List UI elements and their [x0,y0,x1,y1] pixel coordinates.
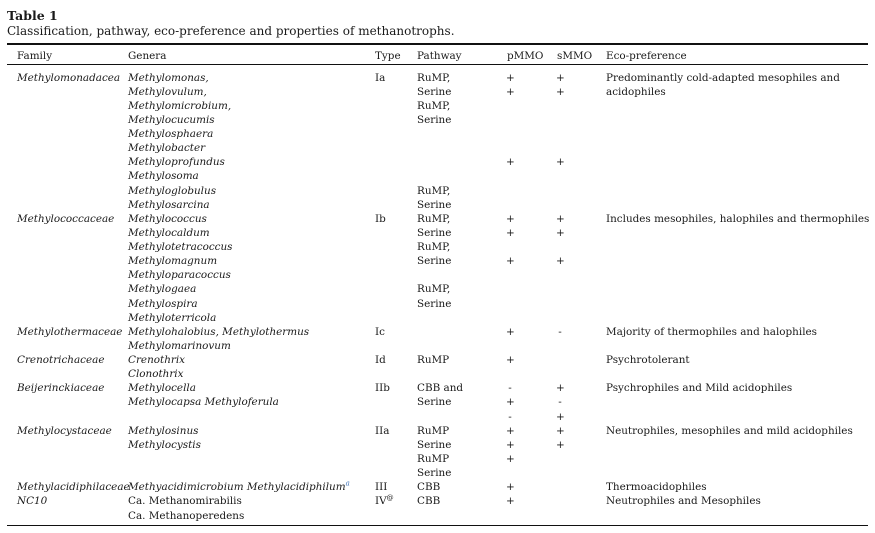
cell-genera: Methylotetracoccus [128,241,233,254]
header-pmmo: pMMO [507,50,544,62]
cell-family: Methylacidiphilaceae [17,481,130,494]
cell-pathway: Serine [417,467,452,480]
cell-type: III [375,481,388,494]
cell-pathway: Serine [417,255,452,268]
cell-type: Ia [375,71,386,84]
header-genera: Genera [128,50,167,62]
cell-pathway: RuMP [417,354,450,367]
cell-smmo: + [556,410,565,423]
cell-pmmo: + [506,71,515,84]
cell-genera: Methyacidimicrobium Methylacidiphilum$^a$ [128,479,350,494]
cell-pathway: Serine [417,438,452,451]
cell-eco: Predominantly cold-adapted mesophiles and [606,71,840,84]
header-eco-preference: Eco-preference [606,50,687,62]
cell-genera: Methyloprofundus [128,156,225,169]
cell-pathway: RuMP, [417,71,451,84]
cell-family: NC10 [17,495,48,508]
cell-pmmo: + [506,255,515,268]
cell-genera: Methylomonas, [128,71,209,84]
cell-eco: Neutrophiles and Mesophiles [606,495,761,508]
cell-pmmo: + [506,424,515,437]
cell-pmmo: + [506,85,515,98]
cell-genera: Methyloparacoccus [128,269,231,282]
cell-genera: Methylogaea [128,283,197,296]
cell-genera: Methylovulum, [128,85,207,98]
cell-eco: Psychrotolerant [606,354,690,367]
cell-smmo: + [556,424,565,437]
cell-genera: Methylosoma [128,170,199,183]
header-family: Family [17,50,53,62]
cell-pmmo: + [506,495,515,508]
cell-pathway: Serine [417,113,452,126]
cell-type: Ib [375,212,386,225]
cell-pmmo: + [506,156,515,169]
cell-genera: Methyloterricola [128,311,217,324]
cell-eco: Majority of thermophiles and halophiles [606,325,817,338]
cell-genera: Methylohalobius, Methylothermus [128,325,310,338]
cell-genera: Methylobacter [128,142,206,155]
cell-pathway: CBB and [417,382,464,395]
cell-genera: Ca. Methanoperedens [128,509,245,522]
header-pathway: Pathway [417,50,462,62]
cell-genera: Methylospira [128,297,198,310]
cell-pathway: Serine [417,198,452,211]
cell-genera: Methylomarinovum [128,339,231,352]
cell-eco: acidophiles [606,85,666,98]
cell-pmmo: + [506,481,515,494]
cell-genera: Methylocucumis [128,113,215,126]
cell-pathway: Serine [417,396,452,409]
cell-pmmo: + [506,453,515,465]
cell-smmo: + [556,71,565,84]
cell-eco: Psychrophiles and Mild acidophiles [606,382,793,395]
cell-genera: Methylomicrobium, [128,99,232,112]
cell-type: IIa [375,424,390,437]
cell-family: Methylocystaceae [17,424,112,437]
footnote-marker[interactable]: a [345,479,350,488]
cell-type: Ic [375,325,385,338]
cell-genera: Methylosarcina [128,198,210,211]
cell-pmmo: + [506,396,515,409]
cell-pathway: Serine [417,226,452,239]
bottom-rule [7,525,868,526]
table-caption: Classification, pathway, eco-preference and properties of methanotrophs. [7,24,455,38]
footnote-marker: @ [386,493,394,502]
cell-genera: Methylomagnum [128,255,218,268]
cell-pathway: Serine [417,297,452,310]
cell-smmo: + [556,382,565,395]
cell-type: IV@ [375,493,394,508]
cell-genera: Methylocystis [128,438,201,451]
table-title: Table 1 [7,8,58,23]
cell-pathway: Serine [417,85,452,98]
cell-pathway: RuMP [417,424,450,437]
cell-pmmo: + [506,212,515,225]
cell-pathway: RuMP, [417,283,451,296]
header-smmo: sMMO [557,50,593,62]
cell-genera: Crenothrix [128,354,186,367]
cell-pathway: RuMP, [417,99,451,112]
cell-pmmo: - [508,410,512,423]
cell-eco: Thermoacidophiles [606,481,707,494]
cell-family: Methylothermaceae [17,325,123,338]
cell-type: Id [375,354,386,367]
cell-smmo: + [556,85,565,98]
cell-genera: Methylocaldum [128,226,210,239]
cell-genera: Methylosinus [128,424,199,437]
cell-pathway: RuMP, [417,241,451,254]
cell-genera: Clonothrix [128,368,184,381]
cell-pmmo: + [506,438,515,451]
cell-genera: Methylocapsa Methyloferula [128,396,279,409]
cell-pathway: CBB [417,481,441,494]
cell-pmmo: - [508,382,512,395]
cell-genera: Methyloglobulus [128,184,217,197]
cell-pmmo: + [506,325,515,338]
cell-smmo: + [556,255,565,268]
cell-smmo: + [556,226,565,239]
cell-type: IIb [375,382,390,395]
cell-smmo: - [558,396,562,409]
header-rule [7,64,868,65]
cell-pathway: CBB [417,495,441,508]
cell-family: Crenotrichaceae [17,354,105,367]
cell-pmmo: + [506,226,515,239]
cell-pathway: RuMP, [417,184,451,197]
cell-pathway: RuMP [417,453,450,465]
header-type: Type [375,50,401,62]
cell-smmo: - [558,325,562,338]
cell-pathway: RuMP, [417,212,451,225]
cell-family: Methylococcaceae [17,212,115,225]
cell-genera: Methylococcus [128,212,207,225]
cell-pmmo: + [506,354,515,367]
cell-genera: Ca. Methanomirabilis [128,495,242,508]
cell-genera: Methylosphaera [128,128,214,141]
top-rule [7,43,868,45]
cell-smmo: + [556,156,565,169]
cell-smmo: + [556,438,565,451]
cell-family: Beijerinckiaceae [17,382,105,395]
cell-eco: Neutrophiles, mesophiles and mild acidophiles [606,424,853,437]
cell-smmo: + [556,212,565,225]
cell-genera: Methylocella [128,382,196,395]
cell-family: Methylomonadacea [17,71,121,84]
cell-eco: Includes mesophiles, halophiles and thermophiles [606,212,870,225]
